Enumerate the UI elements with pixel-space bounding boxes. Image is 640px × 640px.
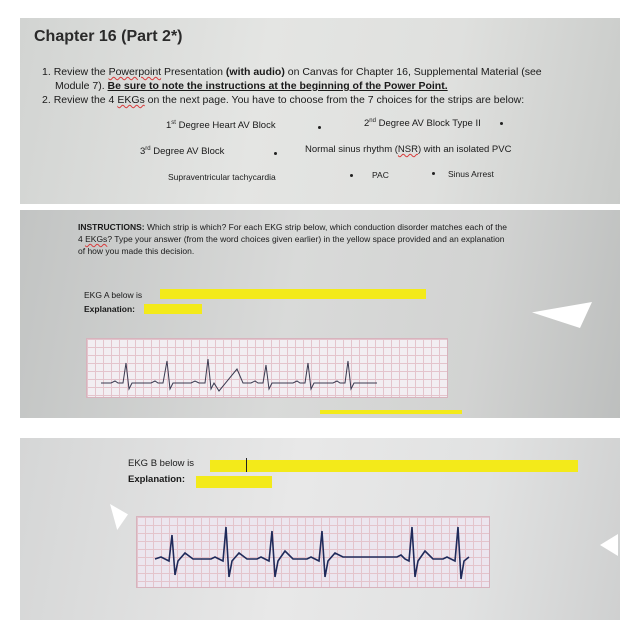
choice-2nd-degree: 2nd Degree AV Block Type II: [364, 118, 481, 130]
text-cursor: [246, 458, 247, 472]
instructions-line-2: 4 EKGs? Type your answer (from the word choices given earlier) in the yellow space provided and an explanation: [78, 234, 505, 244]
ekg-b-photo: [20, 438, 620, 620]
screen-glare: [532, 302, 592, 328]
choice-3rd-degree: 3rd Degree AV Block: [140, 146, 225, 158]
bullet-dot: [274, 152, 277, 155]
ekg-a-explanation-label: Explanation:: [84, 304, 136, 314]
screen-glare: [600, 534, 618, 556]
choice-pac: PAC: [372, 170, 389, 180]
ekg-a-strip: [86, 338, 448, 398]
ekg-b-explanation-field[interactable]: [196, 476, 272, 488]
instructions-label: INSTRUCTIONS:: [78, 222, 145, 232]
ekg-a-answer-field[interactable]: [160, 289, 426, 299]
item-2-number: 2.: [42, 94, 51, 106]
assignment-header-photo: [20, 18, 620, 204]
item-2-text-b: on the next page. You have to choose from the 7 choices for the strips are below:: [147, 94, 525, 106]
bullet-dot: [432, 172, 435, 175]
bullet-dot: [500, 122, 503, 125]
ekg-a-trace: [87, 339, 447, 397]
ekg-b-label: EKG B below is: [128, 458, 194, 469]
choice-1st-degree: 1st Degree Heart AV Block: [166, 120, 276, 132]
item-1-text-c: on Canvas for Chapter 16, Supplemental Material (see: [287, 66, 542, 78]
item-2-text-a: Review the 4: [53, 94, 115, 106]
choice-sinus-arrest: Sinus Arrest: [448, 169, 494, 179]
ekgs-word: EKGs: [117, 94, 145, 106]
ekgs-word: EKGs: [85, 234, 108, 244]
choice-nsr-pvc: Normal sinus rhythm (NSR) with an isolated PVC: [305, 144, 512, 155]
item-2-line: [42, 94, 524, 106]
item-1-note: Be sure to note the instructions at the beginning of the Power Point.: [107, 80, 448, 92]
choice-svt: Supraventricular tachycardia: [168, 172, 276, 182]
item-1-text-a: Review the: [53, 66, 106, 78]
ekg-b-strip: [136, 516, 490, 588]
item-1-audio: (with audio): [225, 66, 285, 78]
item-1-line-1: [42, 66, 542, 78]
instructions-line-1: INSTRUCTIONS: Which strip is which? For each EKG strip below, which conduction disorder matches each of the: [78, 222, 507, 232]
item-1-module: Module 7).: [55, 80, 105, 92]
ekg-a-photo: [20, 210, 620, 418]
powerpoint-word: Powerpoint: [108, 66, 162, 78]
instructions-line-3: of how you made this decision.: [78, 246, 195, 256]
highlight-sliver: [320, 410, 462, 414]
bullet-dot: [318, 126, 321, 129]
ekg-a-explanation-field[interactable]: [144, 304, 202, 314]
ekg-b-explanation-label: Explanation:: [128, 474, 186, 485]
ekg-b-answer-field[interactable]: [210, 460, 578, 472]
item-1-number: 1.: [42, 66, 51, 78]
item-1-line-2: [55, 80, 448, 92]
screen-glare: [110, 504, 128, 530]
chapter-title: Chapter 16 (Part 2*): [34, 28, 183, 45]
item-1-text-b: Presentation: [164, 66, 223, 78]
ekg-b-trace: [137, 517, 489, 587]
bullet-dot: [350, 174, 353, 177]
ekg-a-label: EKG A below is: [84, 290, 143, 300]
